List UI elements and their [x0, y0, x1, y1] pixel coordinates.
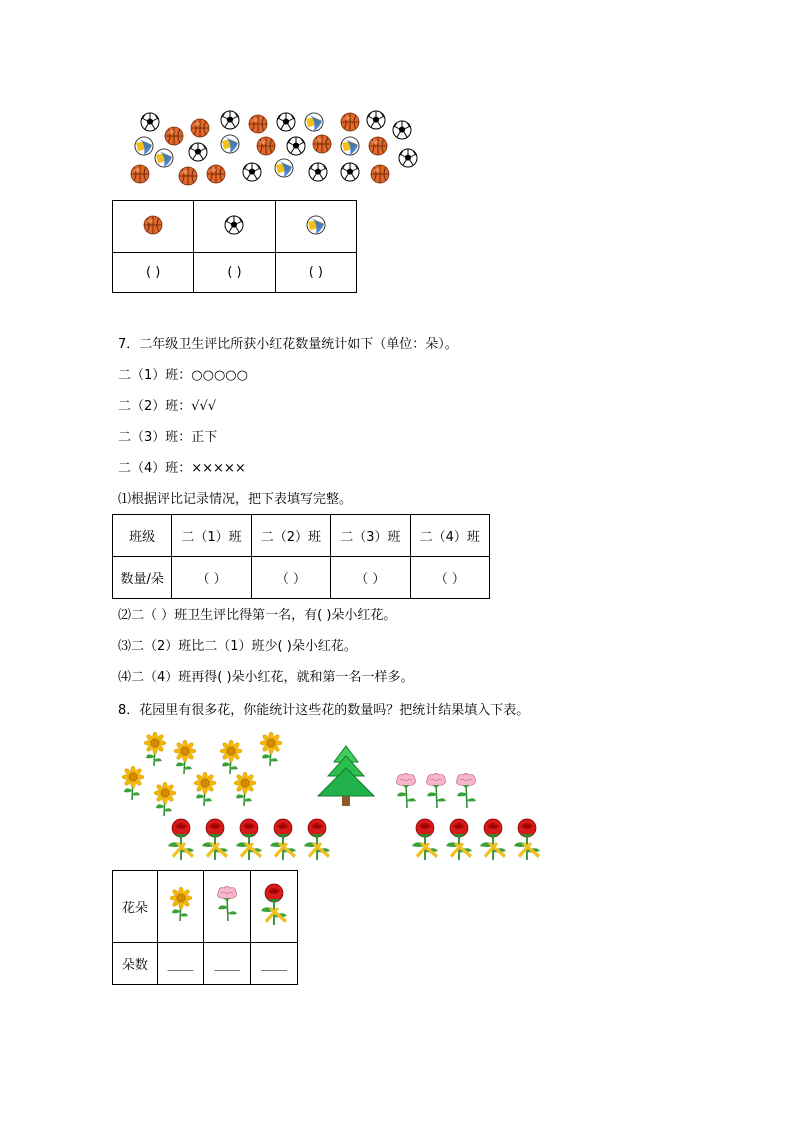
carnation-group [394, 772, 484, 816]
pine-tree-icon [314, 744, 378, 808]
basketball-icon [368, 136, 388, 156]
volleyball-icon [306, 215, 326, 235]
rose-group-left [166, 818, 336, 864]
q7-title: 7．二年级卫生评比所获小红花数量统计如下（单位：朵）。 [118, 337, 458, 352]
basketball-icon [190, 118, 210, 138]
rose-icon [268, 818, 298, 862]
volleyball-icon [304, 112, 324, 132]
sunflower-icon [142, 732, 168, 768]
volleyball-icon [340, 136, 360, 156]
sunflower-icon [168, 887, 194, 923]
class-header: 二（3）班 [331, 515, 410, 557]
q7-record-3: 二（3）班：正下 [118, 430, 218, 445]
soccer-ball-icon [366, 110, 386, 130]
sunflower-icon [232, 772, 258, 808]
q7-table [112, 514, 490, 599]
rose-group-right [410, 818, 546, 864]
soccer-ball-icon [340, 162, 360, 182]
basketball-icon [248, 114, 268, 134]
soccer-ball-icon [242, 162, 262, 182]
basketball-icon [206, 164, 226, 184]
row-label: 花朵 [113, 871, 158, 943]
soccer-ball-icon [188, 142, 208, 162]
balls-cluster [128, 106, 428, 191]
basketball-icon [130, 164, 150, 184]
soccer-ball-icon [398, 148, 418, 168]
table-cell [157, 871, 204, 943]
soccer-ball-icon [392, 120, 412, 140]
table-cell [113, 201, 194, 253]
q7-sub3: ⑶二（2）班比二（1）班少( )朵小红花。 [118, 639, 357, 654]
rose-icon [234, 818, 264, 862]
answer-cell[interactable]: ＿＿ [204, 943, 251, 985]
sunflower-icon [218, 740, 244, 776]
q7-record-4: 二（4）班：××××× [118, 461, 246, 476]
q7-sub4: ⑷二（4）班再得( )朵小红花，就和第一名一样多。 [118, 670, 414, 685]
basketball-icon [312, 134, 332, 154]
carnation-icon [454, 772, 478, 812]
basketball-icon [164, 126, 184, 146]
answer-cell[interactable]: （ ） [251, 557, 330, 599]
rose-icon [302, 818, 332, 862]
row-label: 朵数 [113, 943, 158, 985]
basketball-icon [178, 166, 198, 186]
q7-record-1: 二（1）班：○○○○○ [118, 368, 248, 383]
sunflower-icon [172, 740, 198, 776]
q8-title: 8．花园里有很多花，你能统计这些花的数量吗？把统计结果填入下表。 [118, 703, 530, 718]
answer-cell[interactable]: ＿＿ [251, 943, 298, 985]
soccer-ball-icon [276, 112, 296, 132]
sunflower-icon [192, 772, 218, 808]
carnation-icon [394, 772, 418, 812]
rose-icon [200, 818, 230, 862]
sunflower-group [118, 730, 298, 820]
header-label: 班级 [113, 515, 172, 557]
volleyball-icon [220, 134, 240, 154]
table-cell [251, 871, 298, 943]
rose-icon [259, 883, 289, 927]
answer-cell[interactable]: ＿＿ [157, 943, 204, 985]
soccer-ball-icon [140, 112, 160, 132]
basketball-icon [256, 136, 276, 156]
q7-record-2: 二（2）班：√√√ [118, 399, 217, 414]
flowers-table [112, 870, 298, 985]
sunflower-icon [120, 766, 146, 802]
rose-icon [444, 818, 474, 862]
table-cell [194, 201, 275, 253]
answer-cell[interactable]: （ ） [331, 557, 410, 599]
soccer-ball-icon [308, 162, 328, 182]
table-cell [204, 871, 251, 943]
class-header: 二（1）班 [172, 515, 251, 557]
answer-cell[interactable]: ( ) [275, 253, 356, 293]
rose-icon [478, 818, 508, 862]
answer-cell[interactable]: ( ) [194, 253, 275, 293]
volleyball-icon [154, 148, 174, 168]
sunflower-icon [258, 732, 284, 768]
row-label: 数量/朵 [113, 557, 172, 599]
soccer-ball-icon [220, 110, 240, 130]
sunflower-icon [152, 782, 178, 818]
q7-sub1: ⑴根据评比记录情况，把下表填写完整。 [118, 492, 353, 507]
answer-cell[interactable]: （ ） [172, 557, 251, 599]
volleyball-icon [274, 158, 294, 178]
volleyball-icon [134, 136, 154, 156]
rose-icon [410, 818, 440, 862]
carnation-icon [424, 772, 448, 812]
q7-sub2: ⑵二（ ）班卫生评比得第一名，有( )朵小红花。 [118, 608, 397, 623]
basketball-icon [340, 112, 360, 132]
table-cell [275, 201, 356, 253]
rose-icon [166, 818, 196, 862]
basketball-icon [370, 164, 390, 184]
carnation-icon [215, 885, 239, 925]
basketball-icon [143, 215, 163, 235]
balls-table [112, 200, 357, 293]
soccer-ball-icon [286, 136, 306, 156]
answer-cell[interactable]: ( ) [113, 253, 194, 293]
answer-cell[interactable]: （ ） [410, 557, 489, 599]
rose-icon [512, 818, 542, 862]
class-header: 二（2）班 [251, 515, 330, 557]
class-header: 二（4）班 [410, 515, 489, 557]
soccer-ball-icon [224, 215, 244, 235]
